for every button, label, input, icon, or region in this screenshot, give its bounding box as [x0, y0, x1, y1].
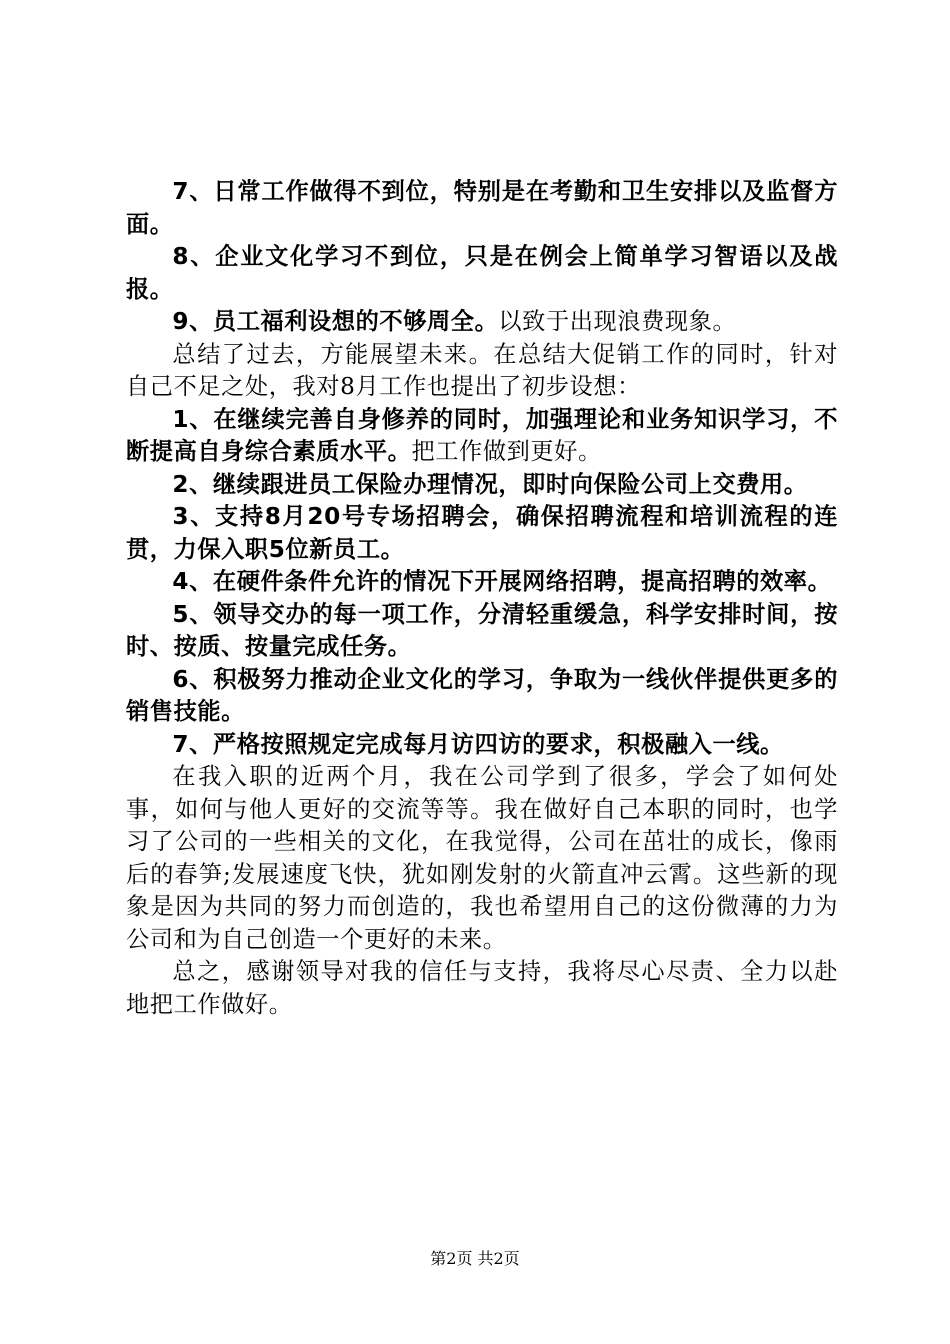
paragraph-text: 总结了过去，方能展望未来。在总结大促销工作的同时，针对自己不足之处，我对8月工作也提出了初步设想： — [126, 340, 838, 400]
paragraph-text: 1、在继续完善自身修养的同时，加强理论和业务知识学习，不断提高自身综合素质水平。 — [126, 405, 838, 465]
paragraph-text: 7、严格按照规定完成每月访四访的要求，积极融入一线。 — [172, 730, 784, 758]
paragraph-text: 6、积极努力推动企业文化的学习，争取为一线伙伴提供更多的销售技能。 — [126, 665, 838, 725]
paragraph-summary-intro — [126, 339, 838, 404]
paragraph-plan-6 — [126, 664, 838, 729]
paragraph-plan-2 — [126, 469, 838, 502]
paragraph-text: 把工作做到更好。 — [411, 438, 602, 465]
paragraph-text: 总之，感谢领导对我的信任与支持，我将尽心尽责、全力以赴地把工作做好。 — [126, 958, 838, 1018]
paragraph-text: 7、日常工作做得不到位，特别是在考勤和卫生安排以及监督方面。 — [126, 178, 838, 238]
paragraph-plan-3 — [126, 501, 838, 566]
paragraph-text: 5、领导交办的每一项工作，分清轻重缓急，科学安排时间，按时、按质、按量完成任务。 — [126, 600, 838, 660]
paragraph-plan-5 — [126, 599, 838, 664]
paragraph-text: 2、继续跟进员工保险办理情况，即时向保险公司上交费用。 — [172, 470, 808, 498]
paragraph-plan-1 — [126, 404, 838, 469]
page-footer — [0, 1246, 950, 1269]
paragraph-closing — [126, 956, 838, 1021]
paragraph-text: 在我入职的近两个月，我在公司学到了很多，学会了如何处事，如何与他人更好的交流等等。我在做好自己本职的同时，也学习了公司的一些相关的文化，在我觉得，公司在茁壮的成长，像雨后的春笋;发展速度飞快，犹如刚发射的火箭直冲云霄。这些新的现象是因为共同的努力而创造的，我也希望用自己的这份微薄的力为公司和为自己创造一个更好的未来。 — [126, 763, 838, 953]
paragraph-plan-4 — [126, 566, 838, 599]
paragraph-text: 4、在硬件条件允许的情况下开展网络招聘，提高招聘的效率。 — [172, 568, 832, 595]
paragraph-plan-7 — [126, 729, 838, 762]
paragraph-text: 3、支持8月20号专场招聘会，确保招聘流程和培训流程的连贯，力保入职5位新员工。 — [126, 503, 838, 563]
paragraph-shortcoming-9 — [126, 306, 838, 339]
document-body — [126, 176, 838, 1021]
paragraph-text: 8、企业文化学习不到位，只是在例会上简单学习智语以及战报。 — [126, 243, 838, 303]
paragraph-reflection — [126, 761, 838, 956]
page-number-label: 第2页 共2页 — [430, 1249, 520, 1268]
paragraph-text: 以致于出现浪费现象。 — [498, 308, 737, 335]
paragraph-text: 9、员工福利设想的不够周全。 — [172, 308, 499, 335]
paragraph-shortcoming-8 — [126, 241, 838, 306]
paragraph-shortcoming-7 — [126, 176, 838, 241]
